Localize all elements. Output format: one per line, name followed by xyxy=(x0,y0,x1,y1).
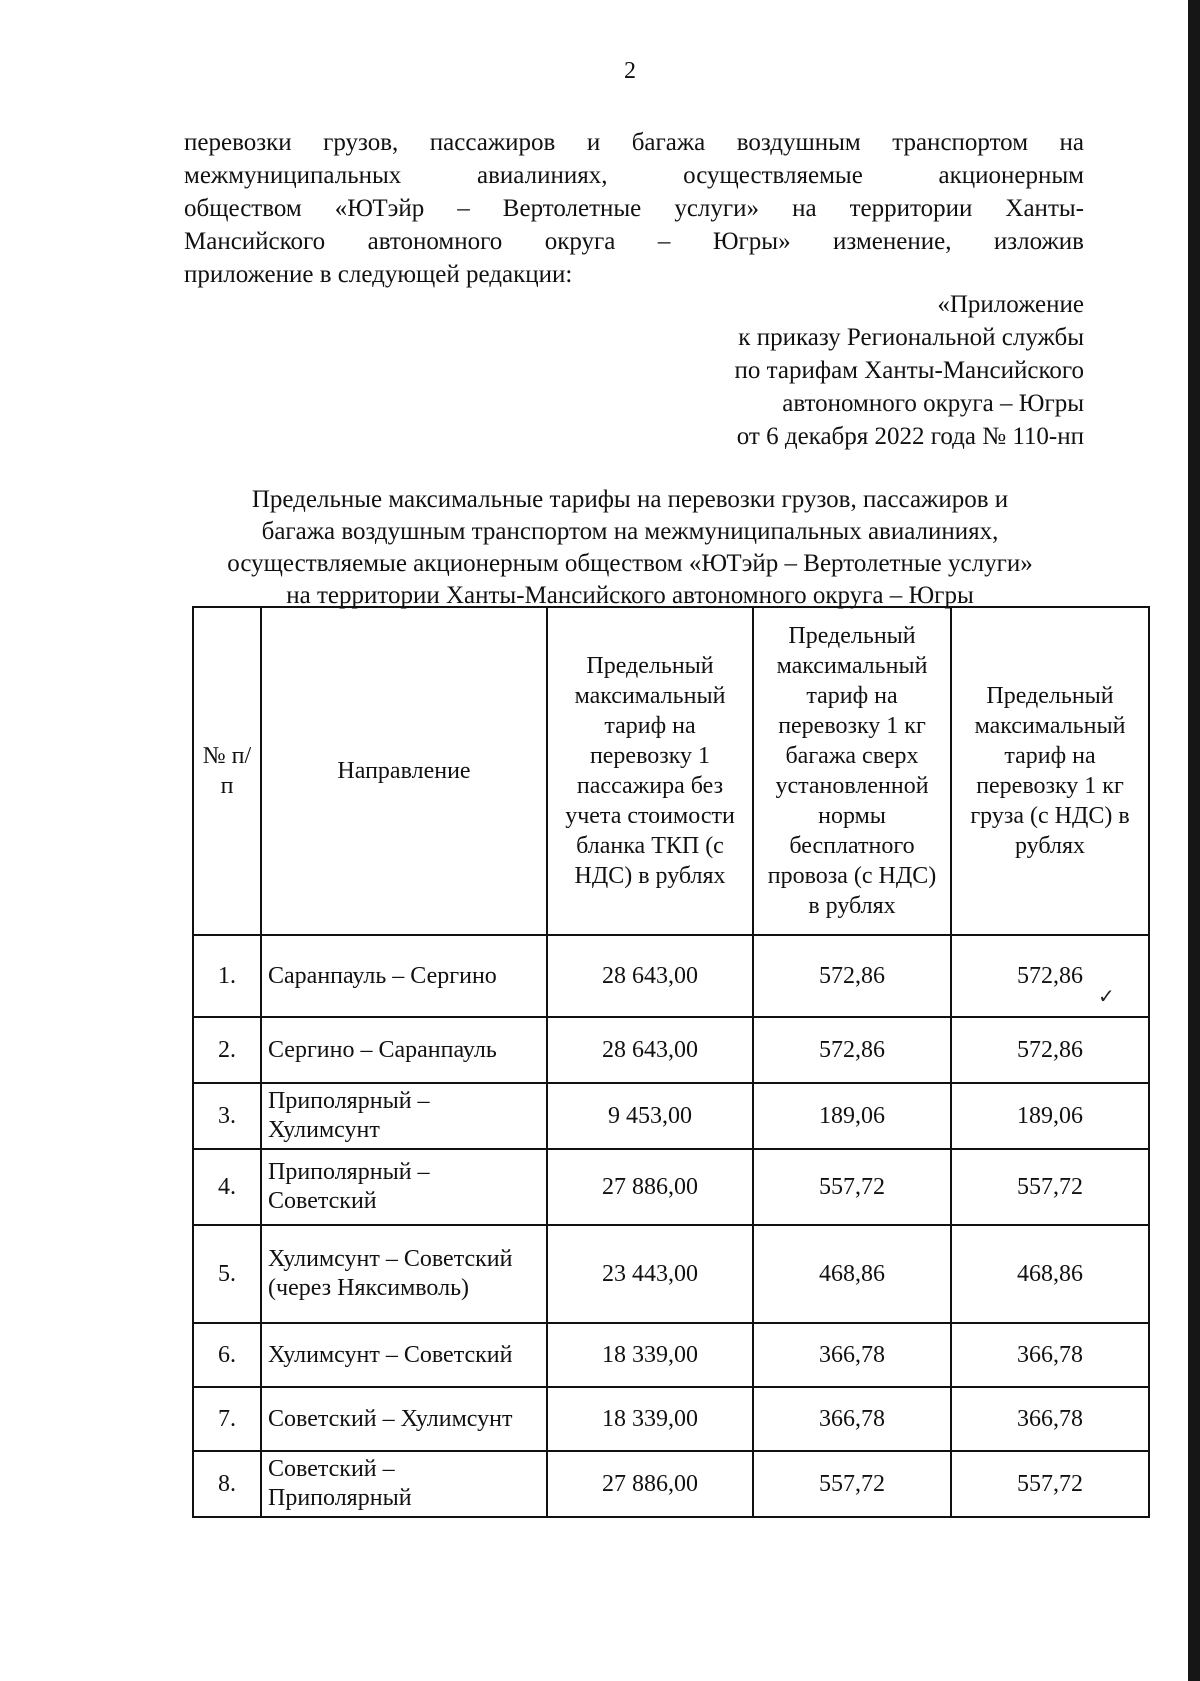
cell-cargo: 557,72 xyxy=(951,1451,1149,1517)
cell-num: 7. xyxy=(193,1387,261,1451)
cell-num: 8. xyxy=(193,1451,261,1517)
header-direction: Направление xyxy=(261,607,547,935)
cell-num: 1. xyxy=(193,935,261,1017)
cell-passenger: 23 443,00 xyxy=(547,1225,753,1323)
page-number: 2 xyxy=(624,58,636,84)
cell-passenger: 28 643,00 xyxy=(547,1017,753,1083)
cell-direction: Саранпауль – Сергино xyxy=(261,935,547,1017)
cell-num: 3. xyxy=(193,1083,261,1149)
appendix-line: от 6 декабря 2022 года № 110-нп xyxy=(736,423,1084,450)
cell-direction: Приполярный – Советский xyxy=(261,1149,547,1225)
header-passenger-tariff: Предельный максимальный тариф на перевозку 1 пассажира без учета стоимости бланка ТКП (с НДС) в рублях xyxy=(547,607,753,935)
cell-passenger: 18 339,00 xyxy=(547,1323,753,1387)
cell-cargo: 189,06 xyxy=(951,1083,1149,1149)
appendix-header xyxy=(564,288,1084,453)
cell-passenger: 9 453,00 xyxy=(547,1083,753,1149)
cell-baggage: 557,72 xyxy=(753,1451,951,1517)
cell-baggage: 189,06 xyxy=(753,1083,951,1149)
check-mark-icon: ✓ xyxy=(1098,986,1115,1008)
cell-cargo: 572,86 xyxy=(951,935,1149,1017)
cell-num: 5. xyxy=(193,1225,261,1323)
intro-paragraph xyxy=(184,126,1084,291)
table-row xyxy=(193,1083,1149,1149)
table-row xyxy=(193,1017,1149,1083)
cell-baggage: 468,86 xyxy=(753,1225,951,1323)
cell-cargo: 468,86 xyxy=(951,1225,1149,1323)
cell-passenger: 27 886,00 xyxy=(547,1149,753,1225)
table-row xyxy=(193,1387,1149,1451)
header-baggage-tariff: Предельный максимальный тариф на перевозку 1 кг багажа сверх установленной нормы бесплатного провоза (с НДС) в рублях xyxy=(753,607,951,935)
cell-baggage: 572,86 xyxy=(753,1017,951,1083)
appendix-line: «Приложение xyxy=(937,291,1084,318)
cell-cargo: 572,86 xyxy=(951,1017,1149,1083)
appendix-line: к приказу Региональной службы xyxy=(738,324,1084,351)
title-line: Предельные максимальные тарифы на перевозки грузов, пассажиров и xyxy=(251,486,1009,513)
cell-direction: Приполярный – Хулимсунт xyxy=(261,1083,547,1149)
cell-num: 2. xyxy=(193,1017,261,1083)
table-header-row xyxy=(193,607,1149,935)
cell-direction: Сергино – Саранпауль xyxy=(261,1017,547,1083)
header-cargo-tariff: Предельный максимальный тариф на перевозку 1 кг груза (с НДС) в рублях xyxy=(951,607,1149,935)
intro-line: обществом «ЮТэйр – Вертолетные услуги» на территории Ханты- xyxy=(184,195,1084,222)
cell-cargo: 557,72 xyxy=(951,1149,1149,1225)
cell-passenger: 18 339,00 xyxy=(547,1387,753,1451)
cell-cargo: 366,78 xyxy=(951,1323,1149,1387)
cell-baggage: 366,78 xyxy=(753,1387,951,1451)
table-row xyxy=(193,1323,1149,1387)
cell-direction: Хулимсунт – Советский (через Няксимволь) xyxy=(261,1225,547,1323)
table-row xyxy=(193,935,1149,1017)
cell-direction: Советский – Хулимсунт xyxy=(261,1387,547,1451)
title-line: на территории Ханты-Мансийского автономного округа – Югры xyxy=(286,582,974,609)
cell-baggage: 557,72 xyxy=(753,1149,951,1225)
title-line: осуществляемые акционерным обществом «ЮТэйр – Вертолетные услуги» xyxy=(227,550,1033,577)
cell-num: 6. xyxy=(193,1323,261,1387)
header-num: № п/п xyxy=(193,607,261,935)
table-row xyxy=(193,1451,1149,1517)
cell-baggage: 366,78 xyxy=(753,1323,951,1387)
cell-baggage: 572,86 xyxy=(753,935,951,1017)
intro-line: перевозки грузов, пассажиров и багажа воздушным транспортом на xyxy=(184,129,1084,156)
intro-line: приложение в следующей редакции: xyxy=(184,261,573,288)
cell-cargo: 366,78 xyxy=(951,1387,1149,1451)
cell-passenger: 27 886,00 xyxy=(547,1451,753,1517)
tariffs-table xyxy=(192,606,1150,1518)
cell-num: 4. xyxy=(193,1149,261,1225)
cell-passenger: 28 643,00 xyxy=(547,935,753,1017)
scan-edge xyxy=(1188,0,1200,1681)
cell-direction: Советский – Приполярный xyxy=(261,1451,547,1517)
cell-direction: Хулимсунт – Советский xyxy=(261,1323,547,1387)
intro-line: межмуниципальных авиалиниях, осуществляемые акционерным xyxy=(184,162,1084,189)
appendix-line: по тарифам Ханты-Мансийского xyxy=(734,357,1084,384)
document-title xyxy=(170,484,1090,612)
appendix-line: автономного округа – Югры xyxy=(782,390,1084,417)
table-row xyxy=(193,1225,1149,1323)
table-row xyxy=(193,1149,1149,1225)
title-line: багажа воздушным транспортом на межмуниципальных авиалиниях, xyxy=(261,518,999,545)
intro-line: Мансийского автономного округа – Югры» изменение, изложив xyxy=(184,228,1084,255)
